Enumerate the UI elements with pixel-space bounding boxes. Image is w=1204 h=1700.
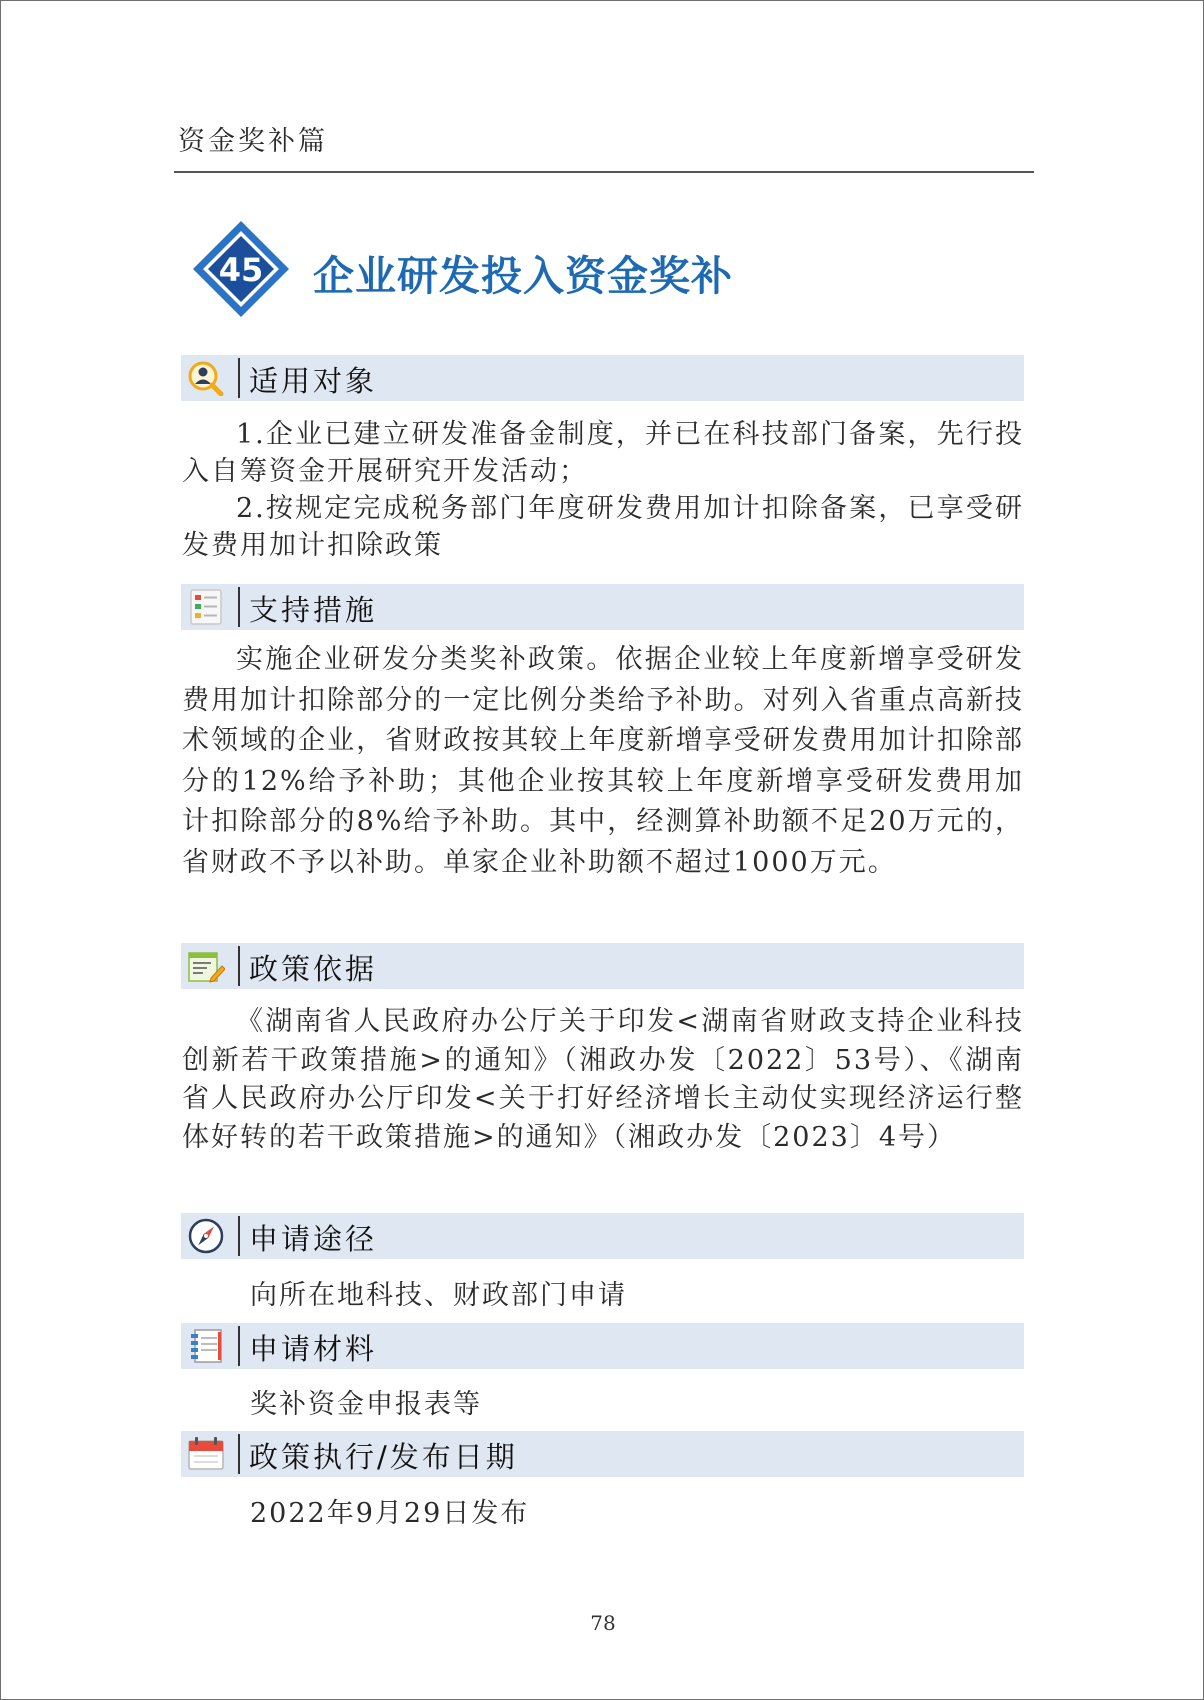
section-divider xyxy=(238,1216,240,1256)
section-title: 政策执行/发布日期 xyxy=(249,1440,518,1474)
basis-body xyxy=(182,1003,1024,1157)
section-title: 申请材料 xyxy=(249,1332,378,1366)
compass-icon xyxy=(187,1218,225,1254)
document-pen-icon xyxy=(187,948,225,984)
number-badge-icon xyxy=(191,219,291,319)
section-divider xyxy=(238,587,240,627)
policy-number: 45 xyxy=(218,251,264,289)
measures-body xyxy=(182,640,1024,883)
section-title: 政策依据 xyxy=(249,952,378,986)
basis-paragraph: 《湖南省人民政府办公厅关于印发<湖南省财政支持企业科技创新若干政策措施>的通知》（湘政办发〔2022〕53号）、《湖南省人民政府办公厅印发<关于打好经济增长主动仗实现经济运行整体好转的若干政策措施>的通知》（湘政办发〔2023〕4号） xyxy=(182,1006,1024,1153)
calendar-icon xyxy=(187,1436,225,1472)
notebook-icon xyxy=(187,1328,225,1364)
eligibility-item-2: 2.按规定完成税务部门年度研发费用加计扣除备案，已享受研发费用加计扣除政策 xyxy=(182,493,1024,561)
section-title: 申请途径 xyxy=(249,1222,378,1256)
section-divider xyxy=(238,1326,240,1366)
measures-paragraph: 实施企业研发分类奖补政策。依据企业较上年度新增享受研发费用加计扣除部分的一定比例分类给予补助。对列入省重点高新技术领域的企业，省财政按其较上年度新增享受研发费用加计扣除部分的12%给予补助；其他企业按其较上年度新增享受研发费用加计扣除部分的8%给予补助。其中，经测算补助额不足20万元的，省财政不予以补助。单家企业补助额不超过1000万元。 xyxy=(182,644,1024,878)
checklist-icon xyxy=(187,589,225,625)
section-header-basis xyxy=(181,943,1024,989)
page-number: 78 xyxy=(590,1611,616,1635)
header-rule xyxy=(174,171,1034,173)
materials-text: 奖补资金申报表等 xyxy=(250,1389,482,1420)
policy-title: 企业研发投入资金奖补 xyxy=(313,252,733,300)
section-title: 支持措施 xyxy=(249,593,378,627)
channel-text: 向所在地科技、财政部门申请 xyxy=(250,1280,627,1311)
eligibility-body xyxy=(182,416,1024,564)
section-header-measures xyxy=(181,584,1024,630)
section-header-date xyxy=(181,1431,1024,1477)
section-header-channel xyxy=(181,1213,1024,1259)
section-header-materials xyxy=(181,1323,1024,1369)
person-search-icon xyxy=(187,360,225,396)
running-header: 资金奖补篇 xyxy=(178,126,328,157)
section-divider xyxy=(238,946,240,986)
section-divider xyxy=(238,358,240,398)
section-title: 适用对象 xyxy=(249,364,378,398)
eligibility-item-1: 1.企业已建立研发准备金制度，并已在科技部门备案，先行投入自筹资金开展研究开发活动； xyxy=(182,419,1024,487)
section-header-eligibility xyxy=(181,355,1024,401)
section-divider xyxy=(238,1434,240,1474)
date-text: 2022年9月29日发布 xyxy=(250,1498,530,1529)
